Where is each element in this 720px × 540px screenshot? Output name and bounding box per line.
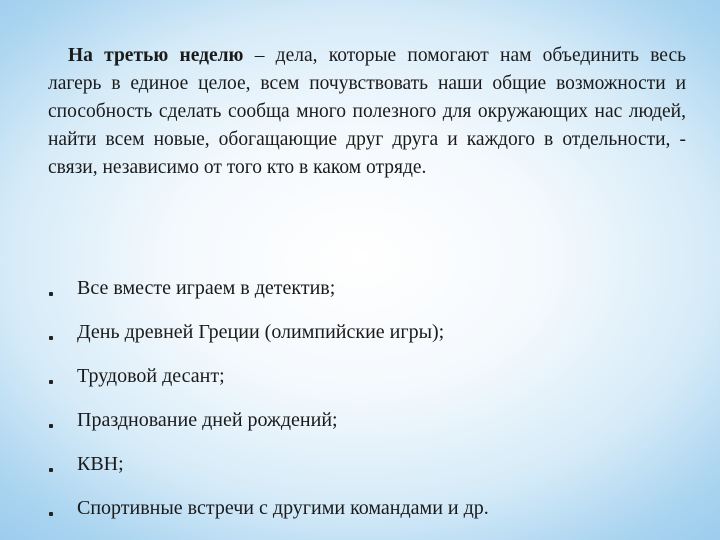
list-item [40,488,680,532]
bullet-icon [49,424,53,428]
list-item-label: КВН; [77,453,124,475]
list-item-label: Трудовой десант; [77,365,225,387]
bullet-icon [49,292,53,296]
list-item-label: Все вместе играем в детектив; [77,277,336,299]
list-item-label: Празднование дней рождений; [77,409,338,431]
bullet-icon [49,336,53,340]
bullet-icon [49,380,53,384]
bullet-icon [49,468,53,472]
list-item [40,400,680,444]
list-item [40,268,680,312]
list-item-label: Спортивные встречи с другими командами и др. [77,497,489,519]
intro-text: – дела, которые помогают нам объединить весь лагерь в единое целое, всем почувствовать наши общие возможности и способность сделать сообща много полезного для окружающих нас людей, найти всем новые, обогащающие друг друга и каждого в отдельности, - связи, независимо от того кто в каком отряде. [48,45,686,178]
list-item-label: День древней Греции (олимпийские игры); [77,321,445,343]
intro-paragraph [48,42,686,182]
bullet-icon [49,512,53,516]
list-item [40,356,680,400]
activity-list [40,268,680,532]
list-item [40,312,680,356]
list-item [40,444,680,488]
intro-lead: На третью неделю [68,45,244,66]
